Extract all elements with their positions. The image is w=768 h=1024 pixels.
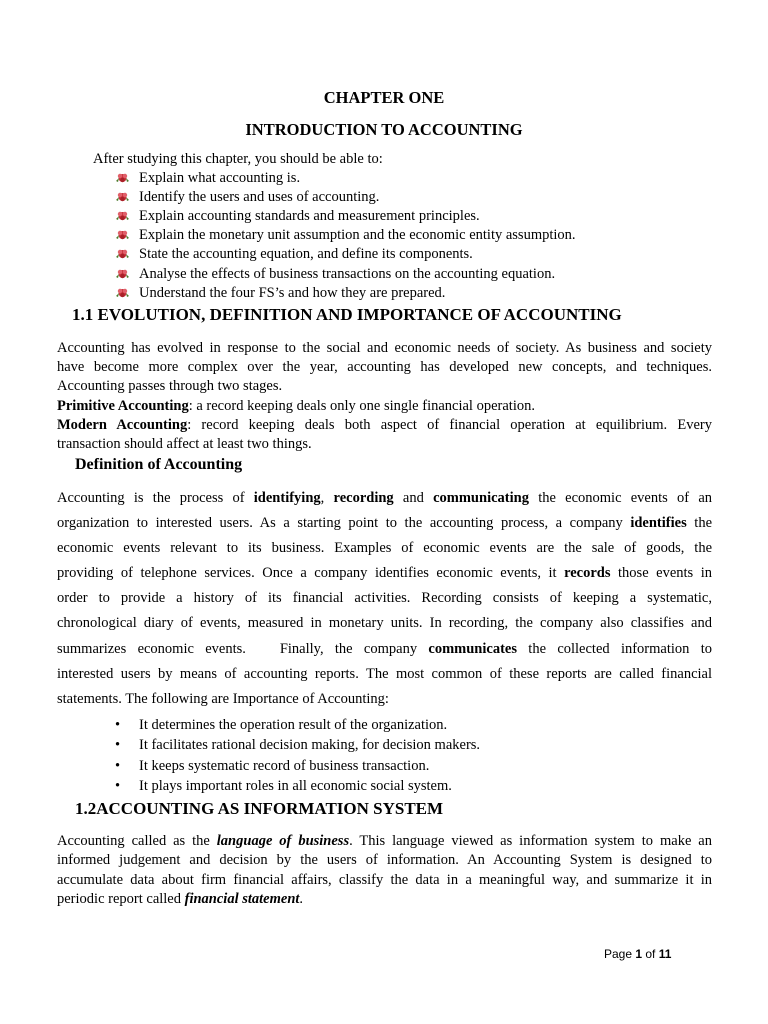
definition-heading: Definition of Accounting [75,456,243,473]
definition-line-4 [57,565,712,582]
modern-term: Modern Accounting [57,417,188,433]
definition-line-7 [57,641,712,658]
bold-term: communicating [433,490,529,506]
bold-term: identifies [630,515,687,531]
text: those events in [610,565,712,581]
objective-text: State the accounting equation, and define its components. [139,245,473,262]
text: . This language viewed as information system to make an [349,833,712,849]
bullet-dot-icon: • [115,737,121,753]
list-item [115,169,300,187]
importance-text: It facilitates rational decision making, for decision makers. [139,737,481,753]
text: periodic report called [57,891,185,907]
section-heading-1-1: 1.1 EVOLUTION, DEFINITION AND IMPORTANCE OF ACCOUNTING [72,305,622,324]
bullet-dot-icon: • [115,717,121,733]
flower-bullet-icon [115,210,130,222]
bold-term: identifying [253,490,321,506]
definition-line-9: statements. The following are Importance of Accounting: [57,691,389,707]
primitive-accounting [57,398,712,415]
text: summarizes economic events. Finally, the company [57,641,429,657]
modern-accounting [57,417,712,434]
bold-term: records [564,565,611,581]
flower-bullet-icon [115,229,130,241]
text: and [393,490,434,506]
list-item [115,188,379,206]
list-item [115,737,480,754]
current-page: 1 [635,947,643,961]
text: Accounting called as the [57,833,217,849]
list-item [115,778,452,795]
flower-bullet-icon [115,172,130,184]
emphasis-term: financial statement [184,891,300,907]
objective-text: Understand the four FS’s and how they are prepared. [139,284,446,301]
text: providing of telephone services. Once a company identifies economic events, it [57,565,565,581]
flower-bullet-icon [115,287,130,299]
definition-line-2 [57,515,712,532]
text: the economic events of an [528,490,713,506]
list-item [115,717,447,734]
flower-bullet-icon [115,268,130,280]
chapter-subtitle: INTRODUCTION TO ACCOUNTING [245,120,523,139]
info-line-1 [57,833,712,850]
text: . [299,891,304,907]
total-pages: 11 [658,947,672,961]
objective-text: Identify the users and uses of accounting. [139,188,380,205]
importance-text: It plays important roles in all economic social system. [139,778,452,794]
objective-text: Explain the monetary unit assumption and the economic entity assumption. [139,226,576,243]
modern-accounting-cont: transaction should affect at least two things. [57,436,312,452]
emphasis-term: language of business [216,833,350,849]
info-line-4 [57,891,712,908]
primitive-term: Primitive Accounting [57,398,189,414]
info-line-3: accumulate data about firm financial affairs, classify the data in a meaningful way, and summarize it in [57,872,712,888]
objective-text: Explain accounting standards and measurement principles. [139,207,480,224]
modern-text: : record keeping deals both aspect of financial operation at equilibrium. Every [187,417,712,433]
definition-line-8: interested users by means of accounting reports. The most common of these reports are called financial [57,666,712,682]
bold-term: communicates [428,641,517,657]
text: , [320,490,334,506]
chapter-title: CHAPTER ONE [323,88,445,107]
text: the [686,515,712,531]
bullet-dot-icon: • [115,778,121,794]
text: Accounting is the process of [57,490,254,506]
objective-text: Explain what accounting is. [139,169,301,186]
list-item [115,758,429,775]
list-item [115,284,445,302]
list-item [115,226,576,244]
flower-bullet-icon [115,191,130,203]
definition-line-1 [57,490,712,507]
intro-line-3: Accounting passes through two stages. [57,378,283,394]
definition-line-5: order to provide a history of its financial activities. Recording consists of keeping a systematic, [57,590,712,606]
bullet-dot-icon: • [115,758,121,774]
info-line-2: informed judgement and decision by the users of information. An Accounting System is designed to [57,852,712,868]
list-item [115,245,473,263]
of-word: of [642,947,659,961]
text: the collected information to [516,641,712,657]
page-word: Page [604,947,636,961]
importance-text: It determines the operation result of the organization. [139,717,448,733]
bold-term: recording [333,490,394,506]
section-heading-1-2: 1.2ACCOUNTING AS INFORMATION SYSTEM [75,799,444,818]
primitive-text: : a record keeping deals only one single financial operation. [188,398,535,414]
definition-line-6: chronological diary of events, measured in monetary units. In recording, the company also classifies and [57,615,712,631]
objectives-lead: After studying this chapter, you should be able to: [93,151,383,167]
objective-text: Analyse the effects of business transactions on the accounting equation. [139,265,556,282]
list-item [115,265,555,283]
definition-line-3: economic events relevant to its business. Examples of economic events are the sale of goods, the [57,540,712,556]
intro-line-2: have become more complex over the year, accounting has developed new concepts, and techniques. [57,359,712,375]
page-number [604,947,671,961]
intro-line-1: Accounting has evolved in response to the social and economic needs of society. As business and society [57,340,712,356]
text: organization to interested users. As a starting point to the accounting process, a company [57,515,631,531]
flower-bullet-icon [115,248,130,260]
list-item [115,207,480,225]
importance-text: It keeps systematic record of business transaction. [139,758,430,774]
